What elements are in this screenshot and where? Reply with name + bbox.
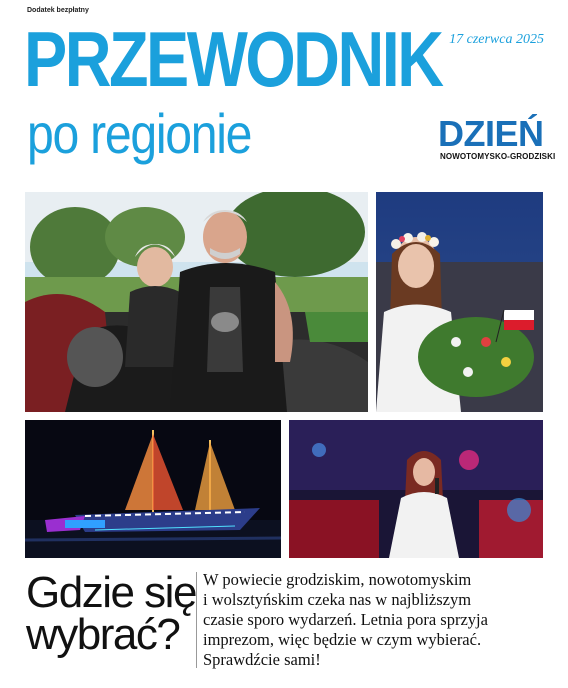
masthead-title: PRZEWODNIK [24, 15, 442, 103]
masthead-subtitle: po regionie [27, 102, 252, 165]
photo-bikers [25, 192, 368, 412]
headline-line-1: Gdzie się [26, 568, 196, 617]
lead-line-4: imprezom, więc będzie w czym wybierać. [203, 630, 482, 649]
headline-divider [196, 572, 197, 668]
lead-line-5: Sprawdźcie sami! [203, 650, 321, 669]
newspaper-logo: DZIEŃ [438, 113, 544, 154]
lead-line-2: i wolsztyńskim czeka nas w najbliższym [203, 590, 472, 609]
lead-line-1: W powiecie grodziskim, nowotomyskim [203, 570, 472, 589]
photo-illuminated-boat [25, 420, 281, 558]
headline-line-2: wybrać? [26, 610, 180, 659]
lead-line-3: czasie sporo wydarzeń. Letnia pora sprzyja [203, 610, 488, 629]
issue-date: 17 czerwca 2025 [449, 32, 544, 47]
lead-paragraph [203, 570, 543, 670]
free-supplement-label: Dodatek bezpłatny [27, 7, 89, 14]
photo-singer-on-stage [289, 420, 543, 558]
newspaper-logo-tagline: NOWOTOMYSKO-GRODZISKI [440, 152, 556, 161]
photo-girl-flower-crown [376, 192, 543, 412]
headline [26, 568, 196, 659]
